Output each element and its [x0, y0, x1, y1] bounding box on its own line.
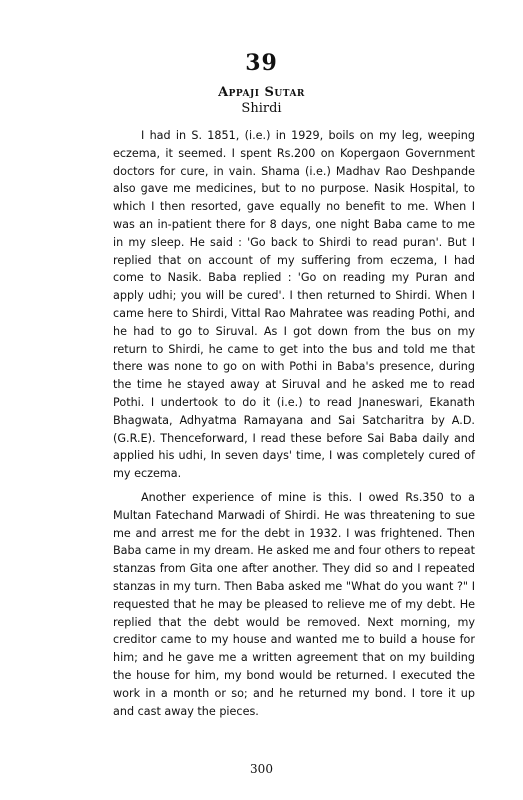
- paragraph-2: Another experience of mine is this. I owed Rs.350 to a Multan Fatechand Marwadi of Shirdi. He was threatening to sue me and arrest me for the debt in 1932. I was frightened. Then Baba came in my dream. He asked me and four others to repeat stanzas from Gita one after another. They did so and I repeated stanzas in my turn. Then Baba asked me "What do you want ?" I requested that he may be pleased to relieve me of my debt. He replied that the debt would be removed. Next morning, my creditor came to my house and wanted me to build a house for him; and he gave me a written agreement that on my building the house for him, my bond would be returned. I executed the work in a month or so; and he returned my bond. I tore it up and cast away the pieces.: [113, 490, 475, 718]
- paragraph-1: I had in S. 1851, (i.e.) in 1929, boils on my leg, weeping eczema, it seemed. I spent Rs.200 on Kopergaon Government doctors for cure, in vain. Shama (i.e.) Madhav Rao Deshpande also gave me medicines, but to no purpose. Nasik Hospital, to which I then resorted, gave equally no benefit to me. When I was an in-patient there for 8 days, one night Baba came to me in my sleep. He said : 'Go back to Shirdi to read puran'. But I replied that on account of my suffering from eczema, I had come to Nasik. Baba replied : 'Go on reading my Puran and apply udhi; you will be cured'. I then returned to Shirdi. When I came here to Shirdi, Vittal Rao Mahratee was reading Pothi, and he had to go to Siruval. As I got down from the bus on my return to Shirdi, he came to get into the bus and told me that there was none to go on with Pothi in Baba's presence, during the time he stayed away at Siruval and he asked me to read Pothi. I undertook to do it (i.e.) to read Jnaneswari, Ekanath Bhagwata, Adhyatma Ramayana and Sai Satcharitra by A.D.(G.R.E). Thenceforward, I read these before Sai Baba daily and applied his udhi, In seven days' time, I was completely cured of my eczema.: [113, 129, 475, 481]
- chapter-place: Shirdi: [241, 101, 282, 116]
- page-number: 300: [250, 762, 273, 776]
- body-text: [113, 127, 475, 720]
- chapter-number: 39: [245, 50, 278, 76]
- chapter-title: Appaji Sutar: [218, 85, 305, 100]
